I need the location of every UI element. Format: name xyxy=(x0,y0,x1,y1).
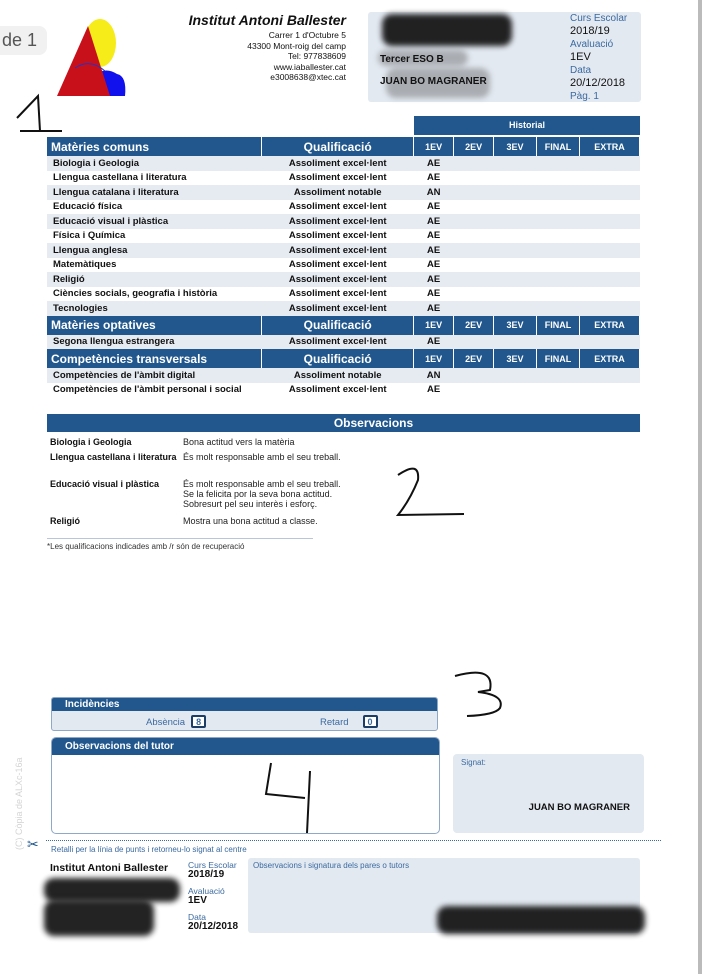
column-header: 3EV xyxy=(494,137,537,156)
grade: Assoliment excel·lent xyxy=(288,172,387,184)
grade-3ev xyxy=(494,335,537,350)
page-indicator: de 1 xyxy=(0,26,47,55)
subject: Biologia i Geologia xyxy=(47,156,262,171)
grade-1ev: AE xyxy=(427,384,441,396)
stub-date: 20/12/2018 xyxy=(188,921,239,932)
redaction xyxy=(382,14,512,46)
grade-1ev: AE xyxy=(414,301,454,316)
column-header: 2EV xyxy=(454,137,494,156)
grade: Assoliment excel·lent xyxy=(288,288,387,300)
grade-3ev xyxy=(494,287,537,302)
grade-final xyxy=(537,229,580,244)
grade-3ev xyxy=(494,243,537,258)
subject: Llengua anglesa xyxy=(47,243,262,258)
observation-text: Bona actitud vers la matèria xyxy=(183,437,295,447)
column-header: 3EV xyxy=(494,316,537,335)
grade-final xyxy=(537,200,580,215)
grade: Assoliment notable xyxy=(262,368,414,383)
grade-1ev: AE xyxy=(414,156,454,171)
grade-row xyxy=(47,258,640,273)
column-header: Qualificació xyxy=(262,349,414,368)
grade-extra xyxy=(580,156,640,171)
redaction xyxy=(44,878,180,902)
column-header: 2EV xyxy=(454,349,494,368)
grade-3ev xyxy=(494,258,537,273)
grade-final xyxy=(537,383,580,398)
absence xyxy=(146,715,206,728)
late-label: Retard xyxy=(320,717,349,728)
grade-2ev xyxy=(454,229,494,244)
grade-row xyxy=(47,156,640,171)
subject: Llengua castellana i literatura xyxy=(53,172,187,184)
annotation-3 xyxy=(455,673,501,716)
observation-subject: Educació visual i plàstica xyxy=(50,479,160,489)
stub-aval: 1EV xyxy=(188,895,207,906)
grade-3ev xyxy=(494,272,537,287)
school-name: Institut Antoni Ballester xyxy=(188,12,346,28)
stub-curs: 2018/19 xyxy=(188,869,225,880)
stub-school-name: Institut Antoni Ballester xyxy=(50,862,169,874)
late-count: 0 xyxy=(363,715,378,728)
observation-text: És molt responsable amb el seu treball. xyxy=(183,452,341,462)
grade-3ev xyxy=(494,200,537,215)
grade-final xyxy=(537,301,580,316)
grade-extra xyxy=(580,185,640,200)
column-header: 1EV xyxy=(414,137,454,156)
grade: Assoliment excel·lent xyxy=(288,201,387,213)
grade-1ev: AN xyxy=(414,368,454,383)
tutor-observations-box xyxy=(51,737,440,834)
grade-1ev: AE xyxy=(414,214,454,229)
subject: Segona llengua estrangera xyxy=(47,335,262,350)
signature-label: Signat: xyxy=(461,758,486,767)
grade-2ev xyxy=(454,156,494,171)
grade-row xyxy=(47,243,640,258)
grade-row xyxy=(47,368,640,383)
historial-header: Historial xyxy=(414,116,640,135)
redaction xyxy=(44,900,154,936)
grade: Assoliment excel·lent xyxy=(262,335,414,350)
absence-label: Absència xyxy=(146,717,186,728)
grade-row xyxy=(47,335,640,350)
grade-3ev xyxy=(494,171,537,186)
student-info-box xyxy=(368,12,641,102)
grade-2ev xyxy=(454,200,494,215)
subject: Física i Química xyxy=(53,230,126,242)
grade-final xyxy=(537,185,580,200)
subject: Tecnologies xyxy=(47,301,262,316)
school-email[interactable]: e3008638@xtec.cat xyxy=(270,72,346,82)
grade-extra xyxy=(580,287,640,302)
date-label: Data xyxy=(570,65,592,76)
grade-1ev: AE xyxy=(414,272,454,287)
grade-3ev xyxy=(494,301,537,316)
stub-aval-label: Avaluació xyxy=(188,886,225,896)
grade-extra xyxy=(580,258,640,273)
observations-header: Observacions xyxy=(47,414,640,432)
observation-subject: Biologia i Geologia xyxy=(50,437,132,447)
curs-value: 2018/19 xyxy=(570,25,610,37)
grade: Assoliment notable xyxy=(262,185,414,200)
grade-row xyxy=(47,383,640,398)
signature-name: JUAN BO MAGRANER xyxy=(528,802,630,813)
column-header: 1EV xyxy=(414,316,454,335)
section-header-row xyxy=(47,137,640,156)
grade-3ev xyxy=(494,185,537,200)
observation-text: Mostra una bona actitud a classe. xyxy=(183,516,318,526)
incidencies-box xyxy=(51,697,438,731)
grade-2ev xyxy=(454,301,494,316)
grade-final xyxy=(537,287,580,302)
subject: Competències de l'àmbit digital xyxy=(47,368,262,383)
tutor-observations-title: Observacions del tutor xyxy=(52,738,439,755)
grade-extra xyxy=(580,229,640,244)
watermark: (C) Còpia de ALXc-16a xyxy=(14,757,24,850)
column-header: 2EV xyxy=(454,316,494,335)
grade-2ev xyxy=(454,335,494,350)
grade-final xyxy=(537,156,580,171)
grade-final xyxy=(537,368,580,383)
grade-row xyxy=(47,200,640,215)
grade-extra xyxy=(580,301,640,316)
grade: Assoliment excel·lent xyxy=(262,301,414,316)
grade-extra xyxy=(580,214,640,229)
annotation-1 xyxy=(17,96,62,131)
grade-row xyxy=(47,272,640,287)
subject: Educació visual i plàstica xyxy=(47,214,262,229)
column-header: 1EV xyxy=(414,349,454,368)
column-header: EXTRA xyxy=(580,349,640,368)
grade-2ev xyxy=(454,258,494,273)
school-city: 43300 Mont-roig del camp xyxy=(247,40,346,51)
late xyxy=(320,715,378,728)
absence-count: 8 xyxy=(191,715,206,728)
section-title: Matèries optatives xyxy=(47,316,262,335)
school-web[interactable]: www.iaballester.cat xyxy=(273,61,346,72)
subject: Competències de l'àmbit personal i social xyxy=(53,384,242,396)
group: Tercer ESO B xyxy=(380,54,444,65)
cut-line xyxy=(46,840,661,841)
column-header: FINAL xyxy=(537,316,580,335)
section-header-row xyxy=(47,349,640,368)
grade-extra xyxy=(580,200,640,215)
stub-date-label: Data xyxy=(188,912,206,922)
grade-2ev xyxy=(454,383,494,398)
school-address: Carrer 1 d'Octubre 5 xyxy=(268,30,346,40)
grade-row xyxy=(47,301,640,316)
grade-2ev xyxy=(454,272,494,287)
grade-final xyxy=(537,214,580,229)
grade-extra xyxy=(580,272,640,287)
incidencies-title: Incidències xyxy=(52,698,437,711)
grade-row xyxy=(47,229,640,244)
aval-value: 1EV xyxy=(570,51,591,63)
annotation-2 xyxy=(398,469,464,515)
grade-row xyxy=(47,185,640,200)
grade-2ev xyxy=(454,287,494,302)
grade: Assoliment excel·lent xyxy=(288,384,387,396)
grade-1ev: AE xyxy=(427,259,441,271)
subject: Matemàtiques xyxy=(53,259,117,271)
grade-extra xyxy=(580,335,640,350)
grade-extra xyxy=(580,171,640,186)
grade: Assoliment excel·lent xyxy=(288,259,387,271)
grade-2ev xyxy=(454,243,494,258)
page-number: Pàg. 1 xyxy=(570,91,599,102)
column-header: FINAL xyxy=(537,349,580,368)
grades-table xyxy=(47,137,640,397)
grade-row xyxy=(47,214,640,229)
date-value: 20/12/2018 xyxy=(570,77,626,89)
parents-signature-label: Observacions i signatura dels pares o tutors xyxy=(253,861,410,870)
stub-curs-label: Curs Escolar xyxy=(188,860,237,870)
subject: Educació física xyxy=(53,201,123,213)
page-edge xyxy=(698,0,702,974)
section-header-row xyxy=(47,316,640,335)
grade-3ev xyxy=(494,214,537,229)
observation-subject: Religió xyxy=(50,516,81,526)
section-title: Competències transversals xyxy=(47,349,262,368)
grade-row xyxy=(47,171,640,186)
divider xyxy=(47,538,313,539)
observation-text: És molt responsable amb el seu treball. Se la felicita por la seva bona actitud. Sobresurt pel seu interès i esforç. xyxy=(183,479,341,509)
observation-subject: Llengua castellana i literatura xyxy=(50,452,177,462)
grade: Assoliment excel·lent xyxy=(262,243,414,258)
grade-1ev: AE xyxy=(427,201,441,213)
tutor: JUAN BO MAGRANER xyxy=(380,76,487,87)
grade-extra xyxy=(580,243,640,258)
grade-3ev xyxy=(494,368,537,383)
grade-2ev xyxy=(454,214,494,229)
column-header: Qualificació xyxy=(262,316,414,335)
redaction xyxy=(437,906,645,934)
section-title: Matèries comuns xyxy=(47,137,262,156)
stub-info xyxy=(188,860,248,932)
grade-row xyxy=(47,287,640,302)
grade-1ev: AE xyxy=(427,230,441,242)
grade-extra xyxy=(580,368,640,383)
footnote: *Les qualificacions indicades amb /r són de recuperació xyxy=(47,542,245,551)
grade-3ev xyxy=(494,156,537,171)
subject: Ciències socials, geografia i història xyxy=(53,288,218,300)
grade-1ev: AE xyxy=(414,335,454,350)
curs-label: Curs Escolar xyxy=(570,13,628,24)
column-header: EXTRA xyxy=(580,137,640,156)
school-header xyxy=(150,12,346,83)
column-header: Qualificació xyxy=(262,137,414,156)
grade: Assoliment excel·lent xyxy=(262,272,414,287)
grade-2ev xyxy=(454,368,494,383)
column-header: FINAL xyxy=(537,137,580,156)
grade: Assoliment excel·lent xyxy=(262,156,414,171)
grade-3ev xyxy=(494,383,537,398)
aval-label: Avaluació xyxy=(570,39,614,50)
school-phone: Tel: 977838609 xyxy=(287,51,346,61)
grade-final xyxy=(537,243,580,258)
grade-final xyxy=(537,272,580,287)
grade-final xyxy=(537,335,580,350)
signature-box xyxy=(453,754,644,833)
grade-1ev: AE xyxy=(414,243,454,258)
grade-3ev xyxy=(494,229,537,244)
grade-final xyxy=(537,258,580,273)
grade-1ev: AE xyxy=(427,172,441,184)
subject: Religió xyxy=(47,272,262,287)
school-logo xyxy=(55,16,135,96)
grade-2ev xyxy=(454,171,494,186)
cut-instructions: Retalli per la línia de punts i retorneu-lo signat al centre xyxy=(51,845,247,854)
scissors-icon: ✂ xyxy=(27,836,39,852)
grade: Assoliment excel·lent xyxy=(288,230,387,242)
subject: Llengua catalana i literatura xyxy=(47,185,262,200)
grade-extra xyxy=(580,383,640,398)
grade-final xyxy=(537,171,580,186)
grade-1ev: AE xyxy=(427,288,441,300)
column-header: 3EV xyxy=(494,349,537,368)
grade-1ev: AN xyxy=(414,185,454,200)
column-header: EXTRA xyxy=(580,316,640,335)
grade: Assoliment excel·lent xyxy=(262,214,414,229)
grade-2ev xyxy=(454,185,494,200)
